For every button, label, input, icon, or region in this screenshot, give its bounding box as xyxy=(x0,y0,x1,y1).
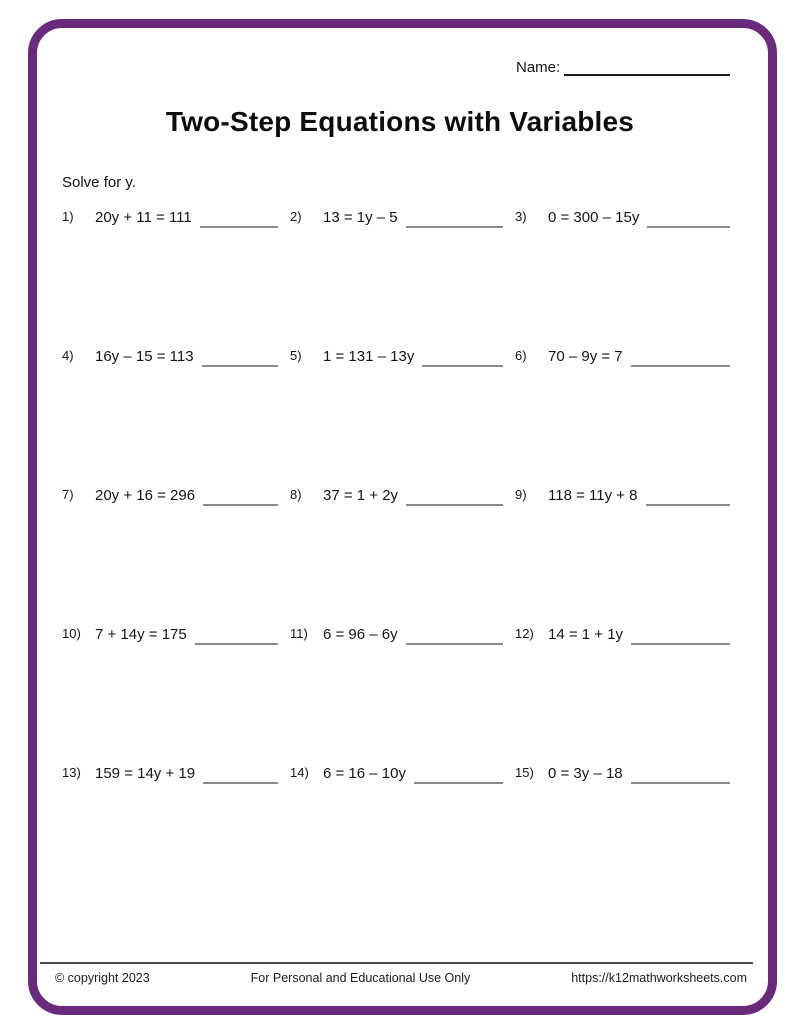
footer-divider xyxy=(40,962,753,964)
problem-number: 2) xyxy=(290,209,302,224)
answer-line xyxy=(195,643,278,645)
answer-line xyxy=(203,782,278,784)
instruction-text: Solve for y. xyxy=(62,174,136,191)
problem-item xyxy=(62,762,290,785)
answer-line xyxy=(200,226,278,228)
problem-number: 8) xyxy=(290,487,302,502)
problem-equation: 0 = 3y – 18 xyxy=(548,765,623,782)
problem-number: 4) xyxy=(62,348,74,363)
footer-usage: For Personal and Educational Use Only xyxy=(250,971,471,985)
problem-number: 13) xyxy=(62,765,81,780)
problem-item xyxy=(290,206,515,229)
problem-equation: 37 = 1 + 2y xyxy=(323,487,399,504)
answer-line xyxy=(406,643,503,645)
problem-item xyxy=(515,762,730,785)
page-title: Two-Step Equations with Variables xyxy=(165,106,635,137)
problem-number: 12) xyxy=(515,626,534,641)
problem-equation: 20y + 11 = 111 xyxy=(95,209,192,226)
problem-equation: 1 = 131 – 13y xyxy=(323,348,415,365)
answer-line xyxy=(406,504,503,506)
name-row xyxy=(516,59,730,76)
problem-equation: 7 + 14y = 175 xyxy=(95,626,187,643)
problems-grid xyxy=(62,206,730,901)
problem-equation: 0 = 300 – 15y xyxy=(548,209,640,226)
problem-equation: 70 – 9y = 7 xyxy=(548,348,623,365)
answer-line xyxy=(646,504,730,506)
answer-line xyxy=(631,782,730,784)
problem-equation: 13 = 1y – 5 xyxy=(323,209,398,226)
footer-copyright: © copyright 2023 xyxy=(55,971,150,985)
problem-number: 6) xyxy=(515,348,527,363)
problem-item xyxy=(290,762,515,785)
name-blank-line xyxy=(564,60,730,76)
problem-item xyxy=(515,484,730,507)
answer-line xyxy=(406,226,503,228)
answer-line xyxy=(422,365,503,367)
problem-equation: 6 = 96 – 6y xyxy=(323,626,398,643)
footer-url: https://k12mathworksheets.com xyxy=(571,971,747,985)
problem-number: 14) xyxy=(290,765,309,780)
problem-equation: 16y – 15 = 113 xyxy=(95,348,194,365)
problem-number: 11) xyxy=(290,626,308,641)
problem-number: 7) xyxy=(62,487,74,502)
answer-line xyxy=(203,504,278,506)
answer-line xyxy=(414,782,503,784)
problem-item xyxy=(62,206,290,229)
problem-item xyxy=(290,484,515,507)
footer xyxy=(55,971,747,985)
problem-item xyxy=(515,345,730,368)
problem-item xyxy=(62,345,290,368)
problem-number: 3) xyxy=(515,209,527,224)
answer-line xyxy=(202,365,278,367)
problem-item xyxy=(290,623,515,646)
name-label: Name: xyxy=(516,59,561,76)
problem-item xyxy=(515,206,730,229)
problem-equation: 159 = 14y + 19 xyxy=(95,765,196,782)
problem-number: 9) xyxy=(515,487,527,502)
problem-equation: 20y + 16 = 296 xyxy=(95,487,196,504)
problem-number: 15) xyxy=(515,765,534,780)
problem-number: 10) xyxy=(62,626,81,641)
problem-equation: 14 = 1 + 1y xyxy=(548,626,624,643)
problem-number: 5) xyxy=(290,348,302,363)
problem-item xyxy=(62,623,290,646)
problem-equation: 118 = 11y + 8 xyxy=(548,487,638,504)
problem-item xyxy=(62,484,290,507)
answer-line xyxy=(647,226,730,228)
answer-line xyxy=(631,365,730,367)
problem-number: 1) xyxy=(62,209,74,224)
problem-item xyxy=(515,623,730,646)
problem-item xyxy=(290,345,515,368)
problem-equation: 6 = 16 – 10y xyxy=(323,765,406,782)
answer-line xyxy=(631,643,730,645)
